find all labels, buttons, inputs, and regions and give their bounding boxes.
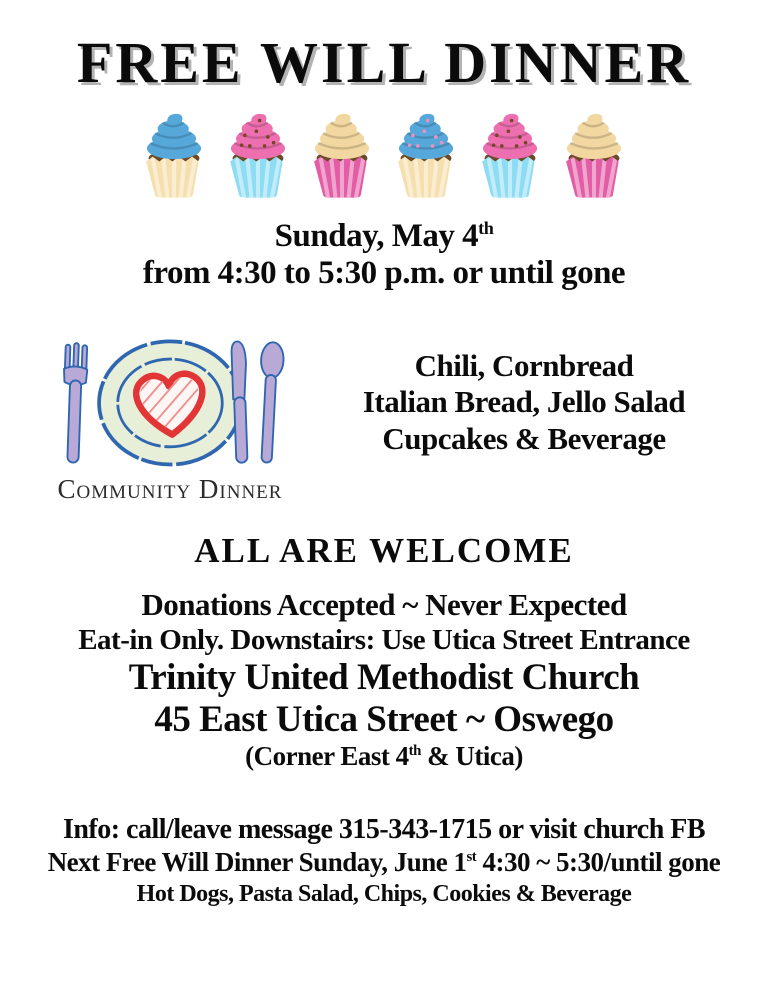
next-dinner-line [0, 846, 768, 878]
contact-info-line: Info: call/leave message 315-343-1715 or visit church FB [62, 813, 706, 845]
cupcake-illustration [385, 104, 467, 206]
menu-block [310, 332, 738, 458]
cupcake-illustration [469, 104, 551, 206]
page-title: FREE WILL DINNER [76, 30, 692, 95]
menu-line: Italian Bread, Jello Salad [362, 384, 686, 420]
event-when-block [0, 218, 768, 292]
ordinal-suffix: th [408, 743, 421, 760]
church-name: Trinity United Methodist Church [128, 657, 640, 699]
footer-block [0, 813, 768, 909]
welcome-heading: ALL ARE WELCOME [194, 530, 574, 570]
menu-line: Chili, Cornbread [414, 347, 634, 383]
event-time: from 4:30 to 5:30 p.m. or until gone [142, 254, 626, 291]
details-block [0, 587, 768, 773]
eat-in-line: Eat-in Only. Downstairs: Use Utica Street Entrance [78, 623, 690, 656]
street-address: 45 East Utica Street ~ Oswego [154, 698, 614, 740]
corner-note-text: (Corner East 4 [245, 741, 409, 772]
cupcake-illustration [217, 104, 299, 206]
ordinal-suffix: st [466, 849, 477, 866]
menu-line: Cupcakes & Beverage [382, 421, 666, 457]
mid-section [0, 332, 768, 505]
cupcake-illustration [553, 104, 635, 206]
plate-heart-utensils-icon [42, 332, 298, 472]
community-dinner-logo [30, 332, 310, 505]
event-date-text: Sunday, May 4 [274, 218, 479, 254]
ordinal-suffix: th [478, 218, 494, 238]
cupcake-illustration [301, 104, 383, 206]
cupcake-row [0, 102, 768, 206]
event-date [0, 218, 768, 255]
next-dinner-text: 4:30 ~ 5:30/until gone [476, 847, 721, 878]
donations-line: Donations Accepted ~ Never Expected [141, 586, 627, 622]
cupcake-illustration [133, 104, 215, 206]
logo-caption: Community Dinner [57, 473, 283, 504]
next-dinner-menu: Hot Dogs, Pasta Salad, Chips, Cookies & Beverage [136, 880, 632, 907]
next-dinner-text: Next Free Will Dinner Sunday, June 1 [47, 847, 467, 878]
corner-note-text: & Utica) [420, 741, 523, 772]
corner-note [0, 740, 768, 772]
